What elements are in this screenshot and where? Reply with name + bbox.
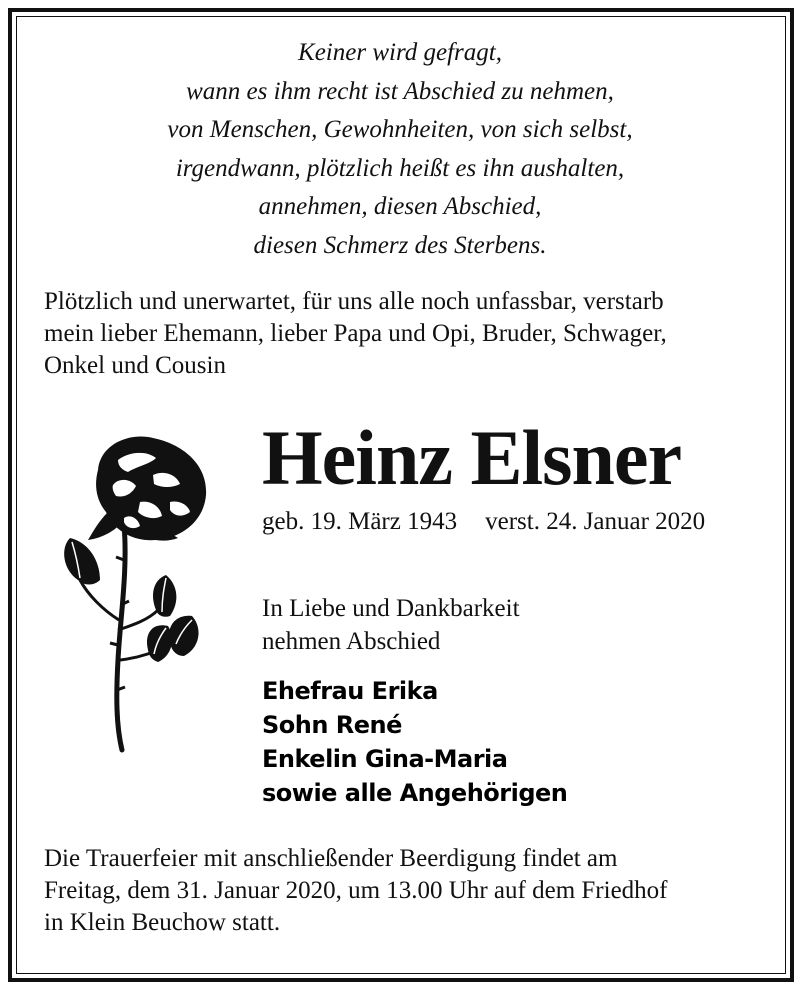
intro-text	[44, 286, 764, 382]
mourner: Enkelin Gina-Maria	[262, 745, 508, 773]
deceased-name: Heinz Elsner	[262, 414, 682, 501]
poem-line: wann es ihm recht ist Abschied zu nehmen,	[186, 77, 614, 105]
funeral-line: Freitag, dem 31. Januar 2020, um 13.00 Uhr auf dem Friedhof	[44, 877, 668, 904]
funeral-line: in Klein Beuchow statt.	[44, 909, 281, 936]
poem	[0, 34, 800, 265]
farewell-line: In Liebe und Dankbarkeit	[262, 595, 520, 622]
mourner: sowie alle Angehörigen	[262, 779, 568, 807]
poem-line: von Menschen, Gewohnheiten, von sich selbst,	[167, 116, 633, 143]
poem-line: diesen Schmerz des Sterbens.	[253, 231, 547, 259]
intro-line: mein lieber Ehemann, lieber Papa und Opi, Bruder, Schwager,	[44, 320, 667, 347]
death-date: verst. 24. Januar 2020	[485, 508, 706, 535]
poem-line: irgendwann, plötzlich heißt es ihn aushalten,	[175, 154, 625, 182]
birth-date: geb. 19. März 1943	[262, 508, 458, 535]
farewell-line: nehmen Abschied	[262, 628, 441, 655]
funeral-line: Die Trauerfeier mit anschließender Beerdigung findet am	[44, 845, 618, 872]
funeral-notice	[44, 843, 764, 939]
intro-line: Onkel und Cousin	[44, 352, 226, 379]
farewell-text	[262, 592, 520, 658]
rose-icon	[58, 430, 218, 755]
poem-line: Keiner wird gefragt,	[298, 39, 502, 66]
mourners-list	[262, 674, 567, 810]
life-dates	[262, 506, 705, 538]
intro-line: Plötzlich und unerwartet, für uns alle noch unfassbar, verstarb	[44, 288, 664, 315]
mourner: Sohn René	[262, 711, 402, 739]
mourner: Ehefrau Erika	[262, 677, 438, 705]
poem-line: annehmen, diesen Abschied,	[258, 193, 542, 220]
